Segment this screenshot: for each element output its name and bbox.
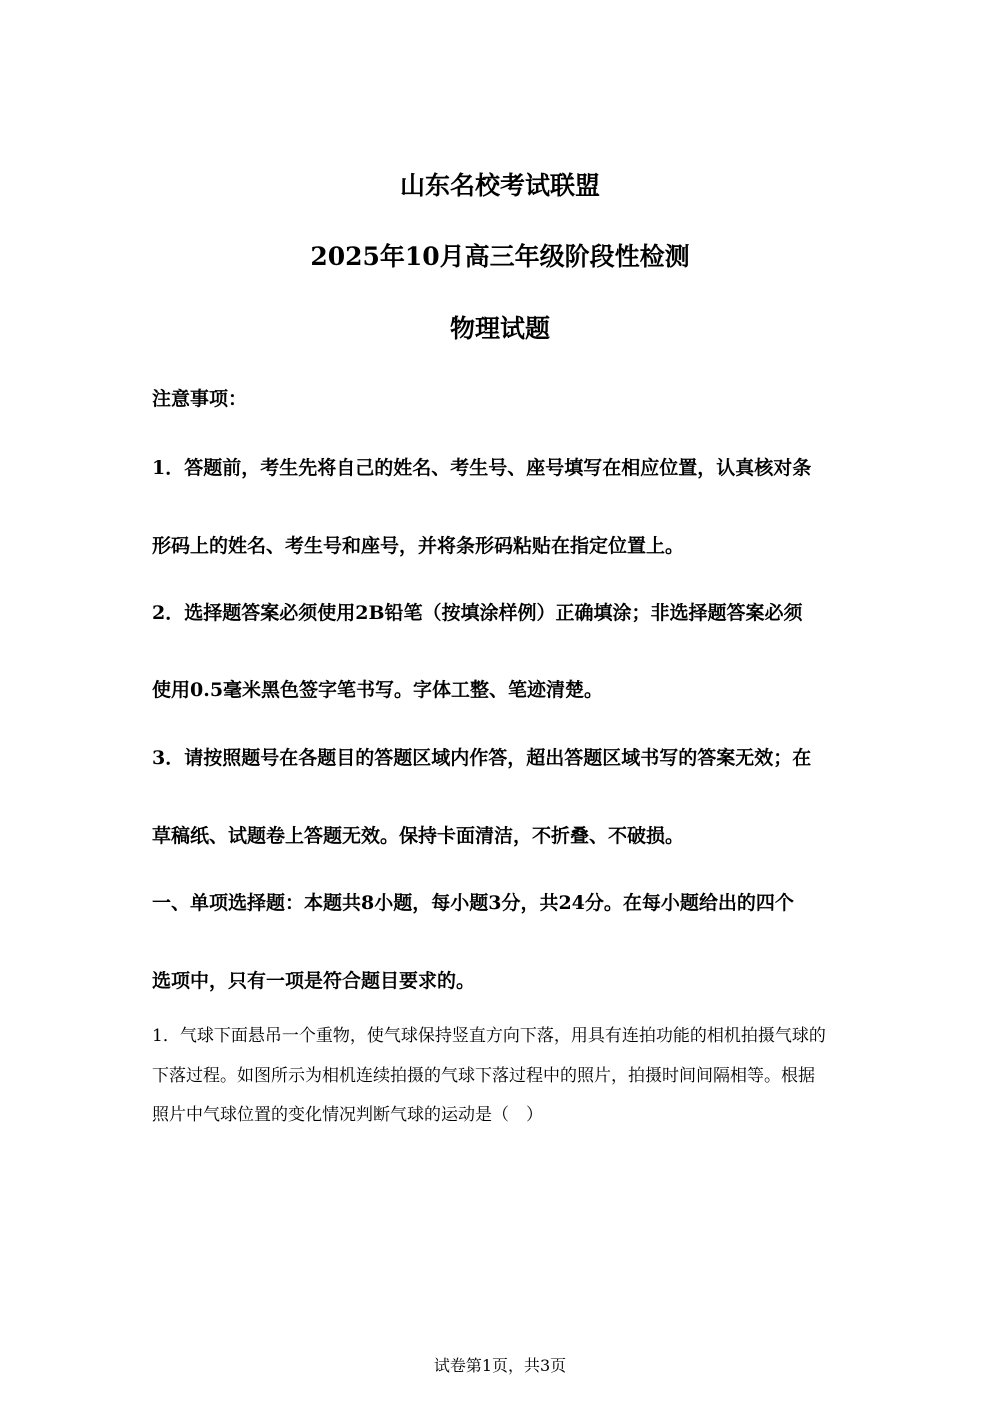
notice-item-3-line-1: 3．请按照题号在各题目的答题区域内作答，超出答题区域书写的答案无效；在 (152, 747, 812, 769)
page-title-subject: 物理试题 (449, 314, 550, 343)
notice-item-1-line-1: 1．答题前，考生先将自己的姓名、考生号、座号填写在相应位置，认真核对条 (152, 457, 812, 479)
question-1-line-2: 下落过程。如图所示为相机连续拍摄的气球下落过程中的照片，拍摄时间间隔相等。根据 (152, 1066, 815, 1086)
notice-item-1-line-2: 形码上的姓名、考生号和座号，并将条形码粘贴在指定位置上。 (152, 535, 685, 557)
page-title-organization: 山东名校考试联盟 (399, 171, 600, 200)
question-1-line-1: 1．气球下面悬吊一个重物，使气球保持竖直方向下落，用具有连拍功能的相机拍摄气球的 (152, 1026, 826, 1046)
notice-heading: 注意事项： (152, 388, 248, 410)
notice-item-3-line-2: 草稿纸、试题卷上答题无效。保持卡面清洁，不折叠、不破损。 (152, 825, 685, 847)
page-number-footer: 试卷第1页，共3页 (433, 1356, 567, 1375)
notice-item-2-line-2: 使用0.5毫米黑色签字笔书写。字体工整、笔迹清楚。 (152, 679, 604, 701)
section-1-heading-line-2: 选项中，只有一项是符合题目要求的。 (152, 970, 476, 992)
notice-item-2-line-1: 2．选择题答案必须使用2B铅笔（按填涂样例）正确填涂；非选择题答案必须 (152, 602, 803, 624)
page-title-exam: 2025年10月高三年级阶段性检测 (310, 242, 690, 271)
question-1-line-3: 照片中气球位置的变化情况判断气球的运动是（ ） (152, 1105, 543, 1125)
section-1-heading-line-1: 一、单项选择题：本题共8小题，每小题3分，共24分。在每小题给出的四个 (152, 892, 794, 914)
